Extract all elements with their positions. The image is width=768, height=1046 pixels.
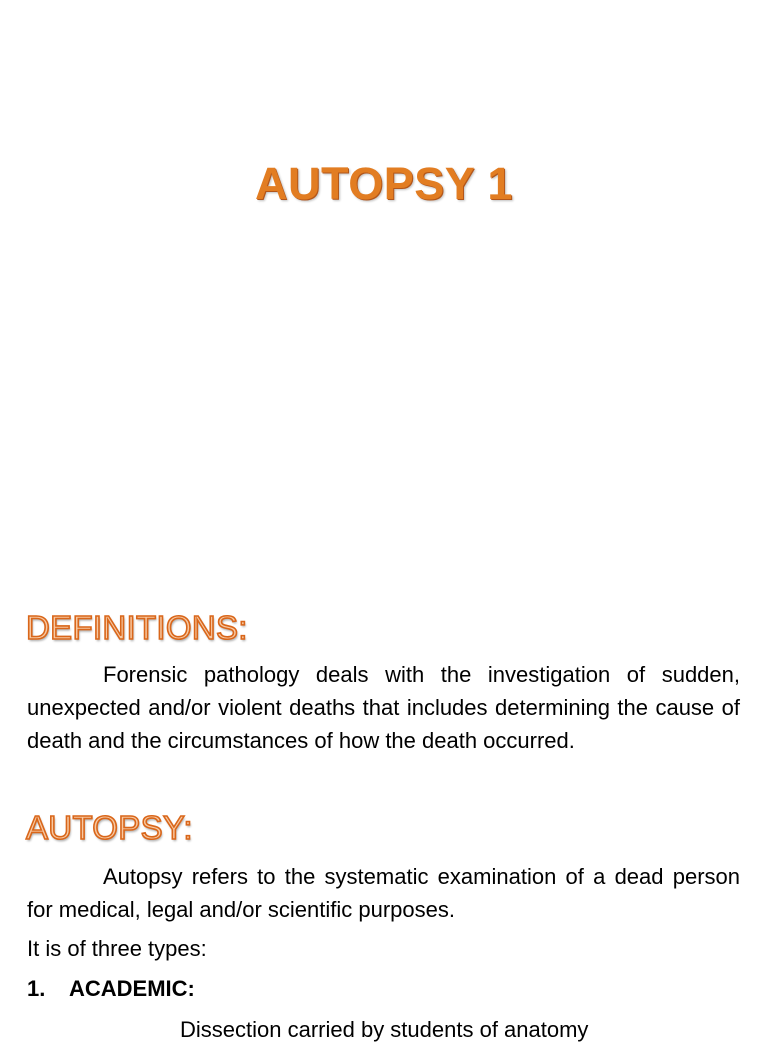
list-item-label: ACADEMIC: (69, 976, 195, 1001)
types-intro: It is of three types: (27, 936, 207, 961)
slide-title: AUTOPSY 1 (255, 158, 513, 209)
autopsy-heading: AUTOPSY: (26, 809, 193, 846)
cutoff-text: Dissection carried by students of anatomy (180, 1017, 589, 1042)
list-item-number: 1. (27, 976, 46, 1001)
list-item (27, 972, 195, 1005)
definitions-heading: DEFINITIONS: (26, 609, 248, 646)
definitions-paragraph: Forensic pathology deals with the investigation of sudden, unexpected and/or violent deaths that includes determining the cause of death and the circumstances of how the death occurred. (27, 662, 740, 753)
autopsy-paragraph: Autopsy refers to the systematic examination of a dead person for medical, legal and/or scientific purposes. (27, 864, 740, 922)
